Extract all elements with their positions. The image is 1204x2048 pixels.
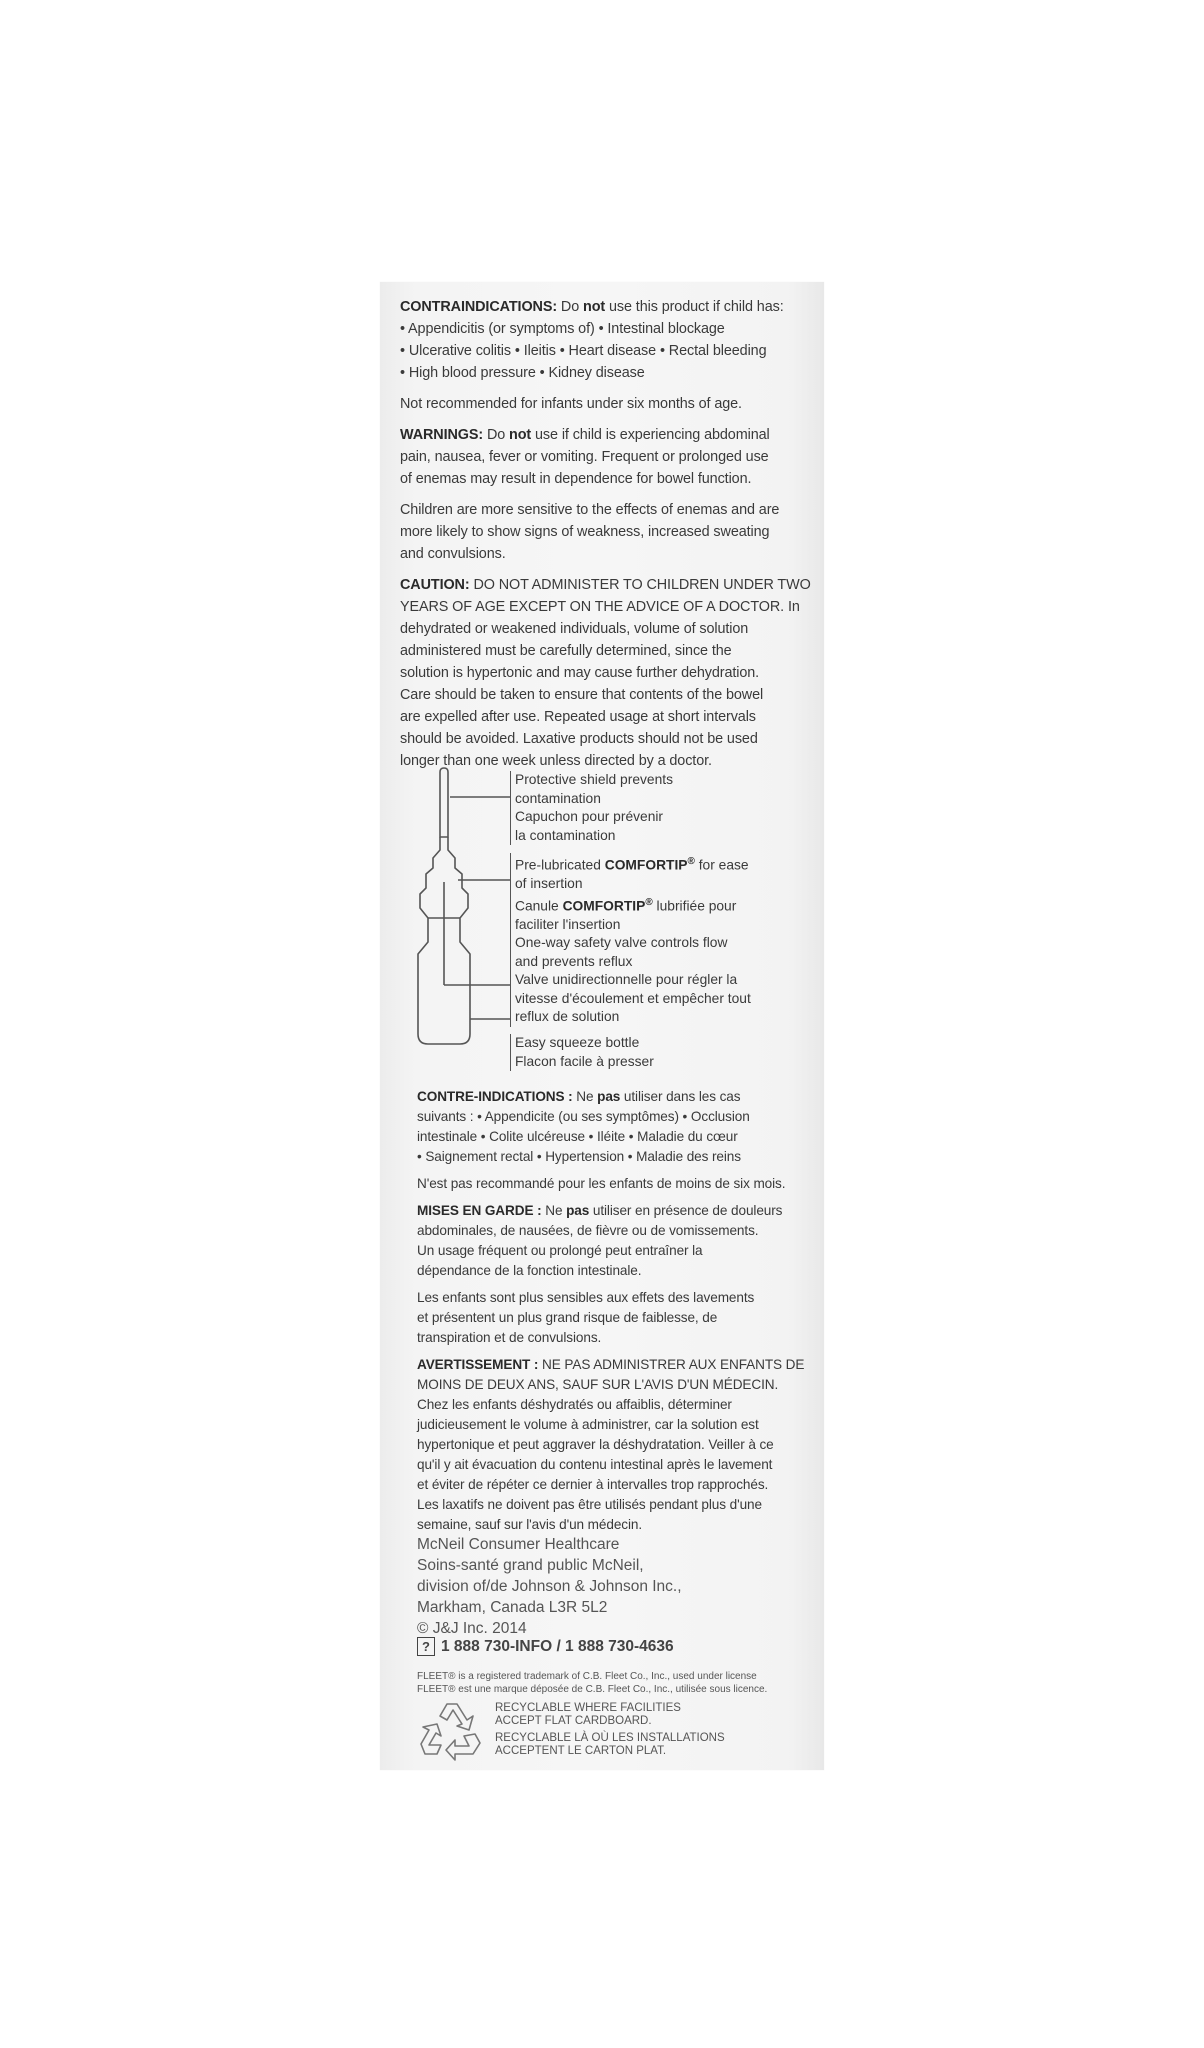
recycle-text: RECYCLABLE WHERE FACILITIES ACCEPT FLAT CARDBOARD. RECYCLABLE LÀ OÙ LES INSTALLATIONS ACCEPTENT LE CARTON PLAT.: [495, 1702, 725, 1757]
caution-line-7: are expelled after use. Repeated usage at short intervals: [400, 709, 756, 725]
av-line-1: AVERTISSEMENT : NE PAS ADMINISTRER AUX ENFANTS DE: [417, 1357, 805, 1372]
contraindications-line-3: • Ulcerative colitis • Ileitis • Heart disease • Rectal bleeding: [400, 343, 767, 359]
mg-line-2: abdominales, de nausées, de fièvre ou de vomissements.: [417, 1223, 759, 1238]
mg-line-3: Un usage fréquent ou prolongé peut entraîner la: [417, 1243, 703, 1258]
comfortip-label: Pre-lubricated COMFORTIP® for ease of insertion Canule COMFORTIP® lubrifiée pour faciliter l'insertion: [510, 853, 749, 934]
av-line-2: MOINS DE DEUX ANS, SAUF SUR L'AVIS D'UN MÉDECIN.: [417, 1377, 779, 1392]
shield-label: Protective shield prevents contamination Capuchon pour prévenir la contamination: [510, 771, 673, 845]
ci-line-4: • Saignement rectal • Hypertension • Maladie des reins: [417, 1149, 741, 1164]
diagram-labels: [380, 282, 824, 1082]
enf-line-3: transpiration et de convulsions.: [417, 1330, 602, 1345]
enf-line-2: et présentent un plus grand risque de faiblesse, de: [417, 1310, 718, 1325]
av-line-7: et éviter de répéter ce dernier à intervalles trop rapprochés.: [417, 1477, 769, 1492]
av-line-5: hypertonique et peut aggraver la déshydratation. Veiller à ce: [417, 1437, 774, 1452]
infants-note: Not recommended for infants under six months of age.: [400, 396, 742, 412]
ci-line-1: CONTRE-INDICATIONS : Ne pas utiliser dans les cas: [417, 1089, 741, 1104]
phone-line: [417, 1637, 674, 1656]
caution-line-4: administered must be carefully determined, since the: [400, 643, 732, 659]
valve-label: One-way safety valve controls flow and prevents reflux Valve unidirectionnelle pour régler la vitesse d'écoulement et empêcher tout reflux de solution: [510, 934, 751, 1027]
contraindications-line-2: • Appendicitis (or symptoms of) • Intestinal blockage: [400, 321, 725, 337]
contraindications-line-1: CONTRAINDICATIONS: Do not use this product if child has:: [400, 299, 784, 315]
av-line-4: judicieusement le volume à administrer, car la solution est: [417, 1417, 759, 1432]
children-line-1: Children are more sensitive to the effects of enemas and are: [400, 502, 780, 518]
children-line-2: more likely to show signs of weakness, increased sweating: [400, 524, 770, 540]
recycle-icon: [417, 1698, 487, 1762]
caution-line-9: longer than one week unless directed by a doctor.: [400, 753, 712, 769]
bottle-label: Easy squeeze bottle Flacon facile à presser: [510, 1034, 654, 1071]
company-address: McNeil Consumer Healthcare Soins-santé grand public McNeil, division of/de Johnson & Johnson Inc., Markham, Canada L3R 5L2 © J&J Inc. 2014: [417, 1536, 682, 1637]
children-line-3: and convulsions.: [400, 546, 506, 562]
warnings-line-3: of enemas may result in dependence for bowel function.: [400, 471, 752, 487]
contraindications-line-4: • High blood pressure • Kidney disease: [400, 365, 645, 381]
caution-line-8: should be avoided. Laxative products should not be used: [400, 731, 758, 747]
mg-line-4: dépendance de la fonction intestinale.: [417, 1263, 642, 1278]
av-line-6: qu'il y ait évacuation du contenu intestinal après le lavement: [417, 1457, 773, 1472]
package-panel: [380, 282, 824, 1770]
question-icon: ?: [417, 1637, 435, 1656]
phone-number: 1 888 730-INFO / 1 888 730-4636: [441, 1637, 674, 1655]
warnings-line-2: pain, nausea, fever or vomiting. Frequent or prolonged use: [400, 449, 769, 465]
av-line-8: Les laxatifs ne doivent pas être utilisés pendant plus d'une: [417, 1497, 762, 1512]
ci-line-3: intestinale • Colite ulcéreuse • Iléite • Maladie du cœur: [417, 1129, 738, 1144]
av-line-3: Chez les enfants déshydratés ou affaiblis, déterminer: [417, 1397, 732, 1412]
av-line-9: semaine, sauf sur l'avis d'un médecin.: [417, 1517, 643, 1532]
fr-infants-note: N'est pas recommandé pour les enfants de moins de six mois.: [417, 1176, 786, 1191]
caution-line-2: YEARS OF AGE EXCEPT ON THE ADVICE OF A DOCTOR. In: [400, 599, 800, 615]
mg-line-1: MISES EN GARDE : Ne pas utiliser en présence de douleurs: [417, 1203, 783, 1218]
caution-line-1: CAUTION: DO NOT ADMINISTER TO CHILDREN UNDER TWO: [400, 577, 811, 593]
enf-line-1: Les enfants sont plus sensibles aux effets des lavements: [417, 1290, 755, 1305]
trademark-notice: FLEET® is a registered trademark of C.B. Fleet Co., Inc., used under license FLEET® est une marque déposée de C.B. Fleet Co., Inc., utilisée sous licence.: [417, 1671, 768, 1695]
warnings-line-1: WARNINGS: Do not use if child is experiencing abdominal: [400, 427, 770, 443]
caution-line-6: Care should be taken to ensure that contents of the bowel: [400, 687, 764, 703]
french-text-block: [417, 1087, 809, 1535]
caution-line-5: solution is hypertonic and may cause further dehydration.: [400, 665, 760, 681]
caution-line-3: dehydrated or weakened individuals, volume of solution: [400, 621, 749, 637]
ci-line-2: suivants : • Appendicite (ou ses symptômes) • Occlusion: [417, 1109, 750, 1124]
